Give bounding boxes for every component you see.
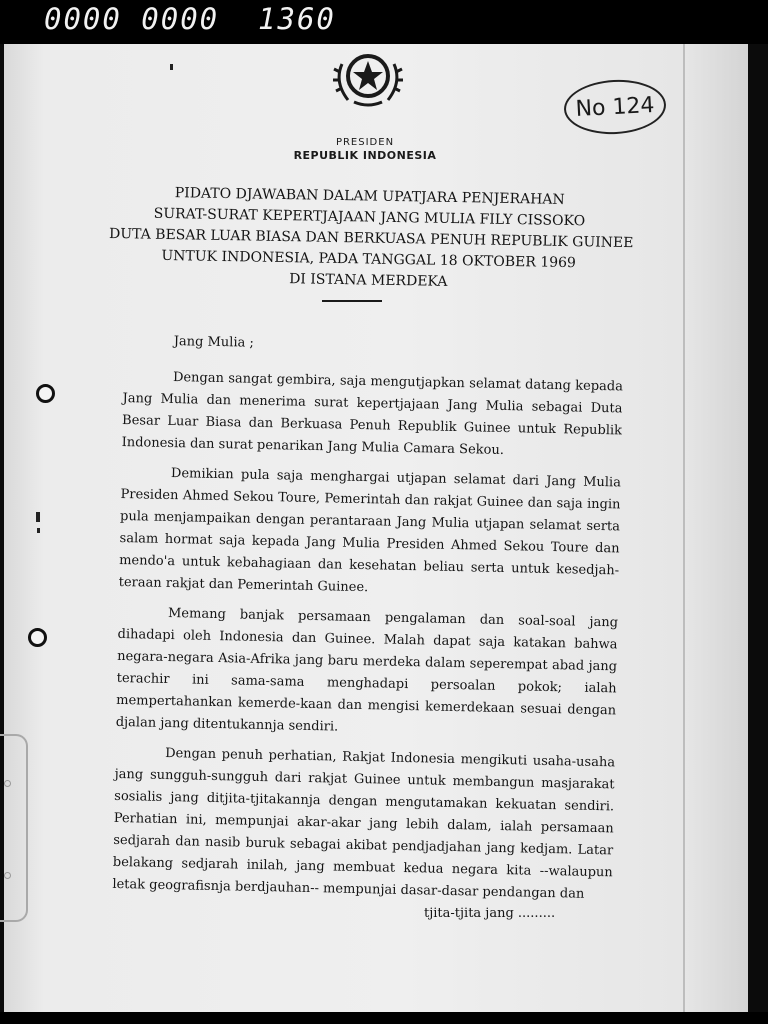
paper-edge bbox=[683, 44, 685, 1012]
page-continuation: tjita-tjita jang ......... bbox=[424, 906, 556, 921]
title-line: DI ISTANA MERDEKA bbox=[289, 271, 448, 290]
film-strip-bottom bbox=[0, 1012, 768, 1024]
paragraph: Memang banjak persamaan pengalaman dan soal-soal jang dihadapi oleh Indonesia dan Guinee. Malah dapat saja katakan bahwa negara-negara Asia-Afrika jang baru merdeka dalam seperempat abad jang terachir ini sama-sama menghadapi persoalan pokok; ialah mempertahankan kemerde-kaan dan mengisi kemerdekaan sesuai dengan djalan jang ditentukannja sendiri. bbox=[115, 605, 619, 735]
ink-speck bbox=[170, 64, 173, 70]
paragraph: Dengan sangat gembira, saja mengutjapkan selamat datang kepada Jang Mulia dan menerima surat kepertjajaan Jang Mulia sebagai Duta Besar Luar Biasa dan Berkuasa Penuh Republik Guinee untuk Republik Indonesia dan surat penarikan Jang Mulia Camara Sekou. bbox=[121, 370, 624, 458]
paragraph: Dengan penuh perhatian, Rakjat Indonesia mengikuti usaha-usaha jang sungguh-sungguh dari rakjat Guinee untuk membangun masjarakat sosialis jang ditjita-tjitakannja dengan mengutamakan kekuatan sendiri. Perhatian ini, mempunjai akar-akar jang lebih dalam, ialah persamaan sedjarah dan nasib buruk sebagai akibat pendjadjahan jang kedjam. Latar belakang sedjarah inilah, jang membuat kedua negara kita --walaupun letak geografisnja berdjauhan-- mempunjai dasar-dasar pendangan dan bbox=[112, 745, 616, 902]
ink-speck bbox=[37, 528, 40, 533]
film-strip-top bbox=[0, 0, 768, 44]
title-divider bbox=[322, 300, 382, 302]
punch-hole-upper bbox=[36, 384, 55, 403]
issuer-heading bbox=[280, 136, 450, 162]
speech-body bbox=[112, 330, 624, 914]
title-line: PIDATO DJAWABAN DALAM UPATJARA PENJERAHAN bbox=[174, 185, 565, 208]
film-strip-right bbox=[748, 44, 768, 1012]
document-number-stamp: No 124 bbox=[563, 77, 668, 136]
frame-number: 0000 0000 1360 bbox=[44, 2, 336, 36]
salutation: Jang Mulia ; bbox=[173, 334, 254, 351]
punch-hole-lower bbox=[28, 628, 47, 647]
paragraph: Demikian pula saja menghargai utjapan selamat dari Jang Mulia Presiden Ahmed Sekou Toure, Pemerintah dan rakjat Guinee dan saja ingin pula menjampaikan dengan perantaraan Jang Mulia utjapan selamat serta salam hormat saja kepada Jang Mulia Presiden Ahmed Sekou Toure dan mendo'a untuk kebahagiaan dan kesehatan beliau serta untuk kesedjah-teraan rakjat dan Pemerintah Guinee. bbox=[118, 466, 622, 596]
speech-title bbox=[108, 182, 634, 296]
title-line: UNTUK INDONESIA, PADA TANGGAL 18 OKTOBER 1969 bbox=[161, 247, 577, 272]
title-line: SURAT-SURAT KEPERTJAJAAN JANG MULIA FILY CISSOKO bbox=[153, 205, 586, 230]
garuda-emblem-icon bbox=[326, 44, 410, 114]
binder-clip bbox=[0, 734, 28, 922]
ink-speck bbox=[36, 512, 40, 522]
title-line: DUTA BESAR LUAR BIASA DAN BERKUASA PENUH REPUBLIK GUINEE bbox=[108, 225, 634, 252]
issuer-line-1: PRESIDEN bbox=[335, 137, 395, 148]
issuer-line-2: REPUBLIK INDONESIA bbox=[293, 149, 437, 162]
